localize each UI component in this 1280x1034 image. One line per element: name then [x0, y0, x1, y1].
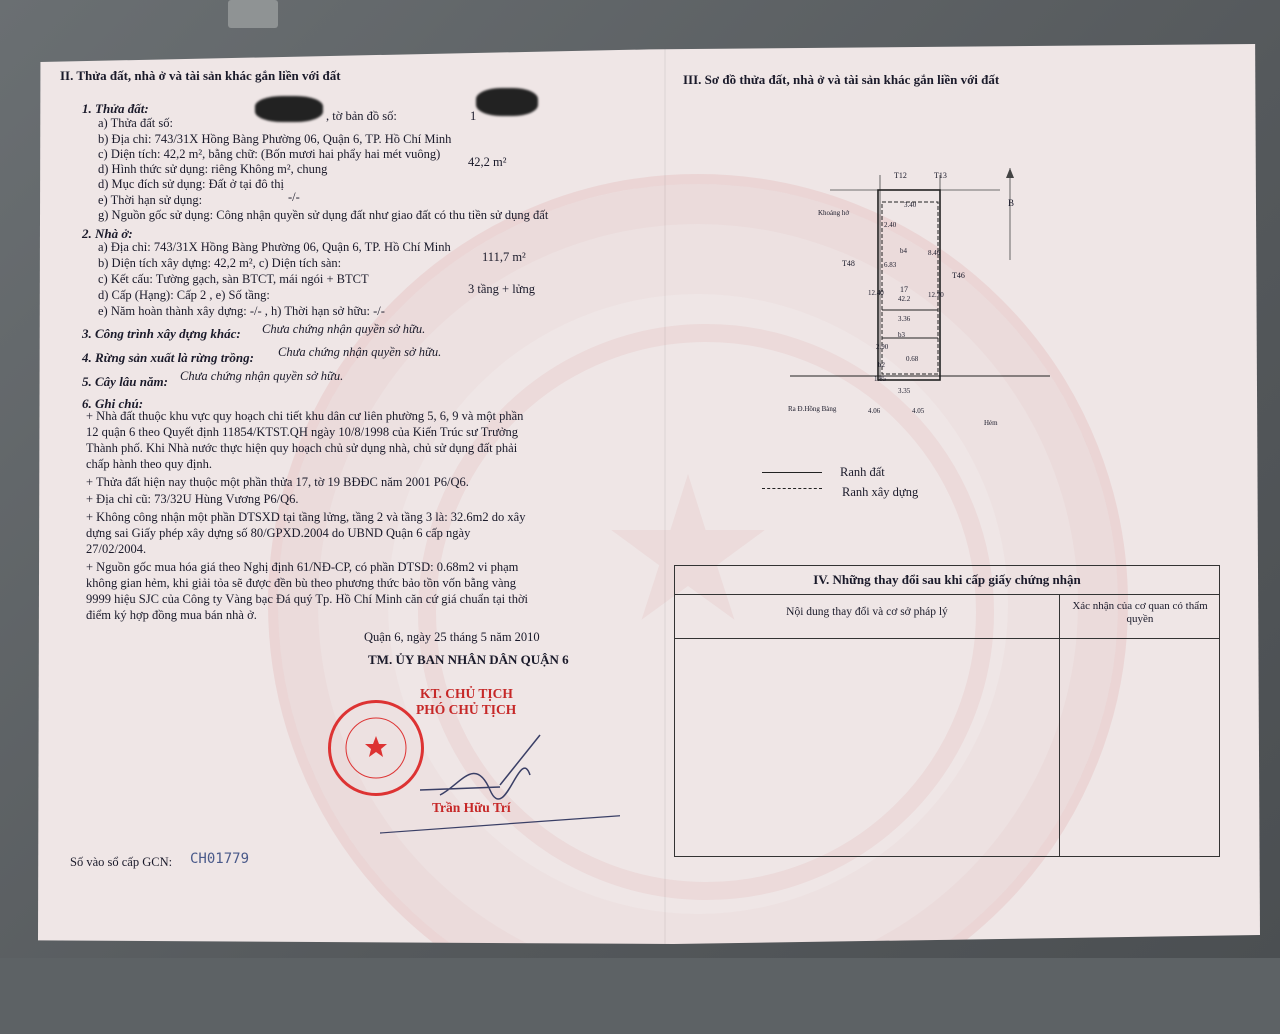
plan-dim: 2.40: [884, 221, 897, 229]
note-line: + Địa chỉ cũ: 73/32U Hùng Vương P6/Q6.: [86, 492, 299, 506]
plan-dim: 4.05: [912, 407, 925, 415]
perennial-val: Chưa chứng nhận quyền sở hữu.: [180, 369, 344, 383]
land-g: g) Nguồn gốc sử dụng: Công nhận quyền sử dụng đất như giao đất có thu tiền sử dụng đất: [98, 208, 549, 222]
plan-dim: b2: [878, 361, 885, 369]
plan-label: 42.2: [898, 295, 911, 303]
plan-dim: 8.46: [928, 249, 941, 257]
north-arrow-label: B: [1008, 198, 1015, 208]
other-works: 3. Công trình xây dựng khác:: [82, 326, 241, 341]
house-a: a) Địa chỉ: 743/31X Hồng Bàng Phường 06, Quận 6, TP. Hồ Chí Minh: [98, 240, 451, 254]
plan-label: 17: [900, 285, 908, 294]
note-line: + Nguồn gốc mua hóa giá theo Nghị định 61/NĐ-CP, có phần DTSD: 0.68m2 vi phạm: [86, 560, 519, 574]
plan-dim: b4: [900, 247, 907, 255]
house-b-val: 111,7 m²: [482, 250, 526, 264]
plan-dim: 3.40: [904, 201, 917, 209]
land-d-val: 42,2 m²: [468, 155, 507, 169]
land-title: 1. Thửa đất:: [82, 101, 149, 116]
note-line: + Không công nhận một phần DTSXD tại tầng lửng, tầng 2 và tầng 3 là: 32.6m2 do xây: [86, 510, 526, 524]
land-dd: d) Mục đích sử dụng: Đất ở tại đô thị: [98, 177, 284, 191]
notes-title: 6. Ghi chú:: [82, 396, 144, 411]
plan-dim: 2.90: [876, 343, 889, 351]
issuing-org: TM. ỦY BAN NHÂN DÂN QUẬN 6: [368, 652, 569, 667]
redaction: [255, 96, 323, 122]
note-line: + Nhà đất thuộc khu vực quy hoạch chi tiết khu dân cư liên phường 5, 6, 9 và một phần: [86, 409, 524, 423]
changes-header-content: Nội dung thay đổi và cơ sở pháp lý: [786, 606, 948, 618]
section3-heading: III. Sơ đồ thửa đất, nhà ở và tài sản khác gắn liền với đất: [683, 72, 1000, 87]
plan-label: T13: [934, 171, 947, 180]
forest: 4. Rừng sản xuất là rừng trồng:: [82, 350, 254, 365]
plan-dim: 3.36: [898, 315, 911, 323]
perennial: 5. Cây lâu năm:: [82, 374, 168, 389]
house-d: d) Cấp (Hạng): Cấp 2 , e) Số tầng:: [98, 288, 270, 302]
note-line: + Thửa đất hiện nay thuộc một phần thửa 17, tờ 19 BĐĐC năm 2001 P6/Q6.: [86, 475, 469, 489]
legend-build-line: [762, 488, 822, 489]
note-line: dựng sai Giấy phép xây dựng số 80/GPXD.2004 do UBND Quận 6 cấp ngày: [86, 526, 471, 540]
house-c: c) Kết cấu: Tường gạch, sàn BTCT, mái ngói + BTCT: [98, 272, 369, 286]
plan-dim: 12.70: [928, 291, 944, 299]
background-object: [228, 0, 278, 28]
land-b: b) Địa chỉ: 743/31X Hồng Bàng Phường 06, Quận 6, TP. Hồ Chí Minh: [98, 132, 452, 146]
plan-dim: 0.68: [906, 355, 919, 363]
note-line: chấp hành theo quy định.: [86, 457, 213, 471]
changes-header-confirm: Xác nhận của cơ quan có thẩm quyền: [1072, 600, 1208, 625]
signature-icon: [380, 715, 620, 835]
land-c: c) Diện tích: 42,2 m², bằng chữ: (Bốn mươi hai phẩy hai mét vuông): [98, 147, 441, 161]
land-e-val: -/-: [288, 190, 300, 204]
plan-dim: 4.06: [868, 407, 881, 415]
issue-date: Quận 6, ngày 25 tháng 5 năm 2010: [364, 630, 540, 644]
house-title: 2. Nhà ở:: [82, 226, 133, 241]
note-line: 9999 hiệu SJC của Công ty Vàng bạc Đá quý Tp. Hồ Chí Minh căn cứ giá chuẩn tại thời: [86, 592, 529, 606]
section2-heading: II. Thửa đất, nhà ở và tài sản khác gắn liền với đất: [60, 68, 341, 83]
land-a-map: , tờ bản đồ số:: [326, 109, 397, 123]
plan-dim: b3: [898, 331, 905, 339]
note-line: Thành phố. Khi Nhà nước thực hiện quy hoạch chủ sử dụng nhà, chủ sử dụng đất phải: [86, 441, 518, 455]
legend-build: Ranh xây dựng: [842, 485, 919, 499]
redaction: [476, 88, 538, 116]
plan-label: T46: [952, 271, 965, 280]
signer-name: Trần Hữu Trí: [432, 800, 511, 815]
note-line: 27/02/2004.: [86, 542, 147, 556]
plan-dim: 6.83: [884, 261, 897, 269]
note-line: 12 quận 6 theo Quyết định 11854/KTST.QH ngày 10/8/1998 của Kiến Trúc sư Trưởng: [86, 425, 518, 439]
legend-land-line: [762, 472, 822, 473]
road-label: Ra Đ.Hồng Bàng: [788, 405, 837, 413]
house-d-val: 3 tầng + lửng: [468, 282, 535, 296]
land-a-map-val: 1: [470, 109, 477, 123]
house-e: e) Năm hoàn thành xây dựng: -/- , h) Thời hạn sở hữu: -/-: [98, 304, 385, 318]
alley-label: Hẻm: [984, 419, 998, 427]
house-b: b) Diện tích xây dựng: 42,2 m², c) Diện tích sàn:: [98, 256, 342, 270]
plan-dim: 3.35: [898, 387, 911, 395]
legend-land: Ranh đất: [840, 465, 885, 479]
gcn-value: CH01779: [190, 851, 250, 867]
changes-table: [674, 565, 1220, 857]
plan-dim: 1.85: [874, 375, 887, 383]
note-line: không gian hẻm, khi giải tỏa sẽ được đền bù theo phương thức bảo tồn vốn bằng vàng: [86, 576, 516, 590]
forest-val: Chưa chứng nhận quyền sở hữu.: [278, 345, 442, 359]
plan-label: T48: [842, 259, 855, 268]
note-line: điểm ký hợp đồng mua bán nhà ở.: [86, 608, 257, 622]
land-a: a) Thửa đất số:: [98, 116, 173, 130]
land-d: d) Hình thức sử dụng: riêng Không m², chung: [98, 162, 328, 176]
other-works-val: Chưa chứng nhận quyền sở hữu.: [262, 322, 426, 336]
plan-dim: 12.40: [868, 289, 884, 297]
vice-chairman: PHÓ CHỦ TỊCH: [416, 702, 517, 717]
kt-chairman: KT. CHỦ TỊCH: [420, 686, 513, 701]
plan-label: Khoảng hở: [818, 209, 850, 217]
section4-heading: IV. Những thay đổi sau khi cấp giấy chứng nhận: [675, 566, 1219, 595]
land-e: e) Thời hạn sử dụng:: [98, 193, 203, 207]
gcn-label: Số vào sổ cấp GCN:: [70, 855, 173, 869]
plan-label: T12: [894, 171, 907, 180]
